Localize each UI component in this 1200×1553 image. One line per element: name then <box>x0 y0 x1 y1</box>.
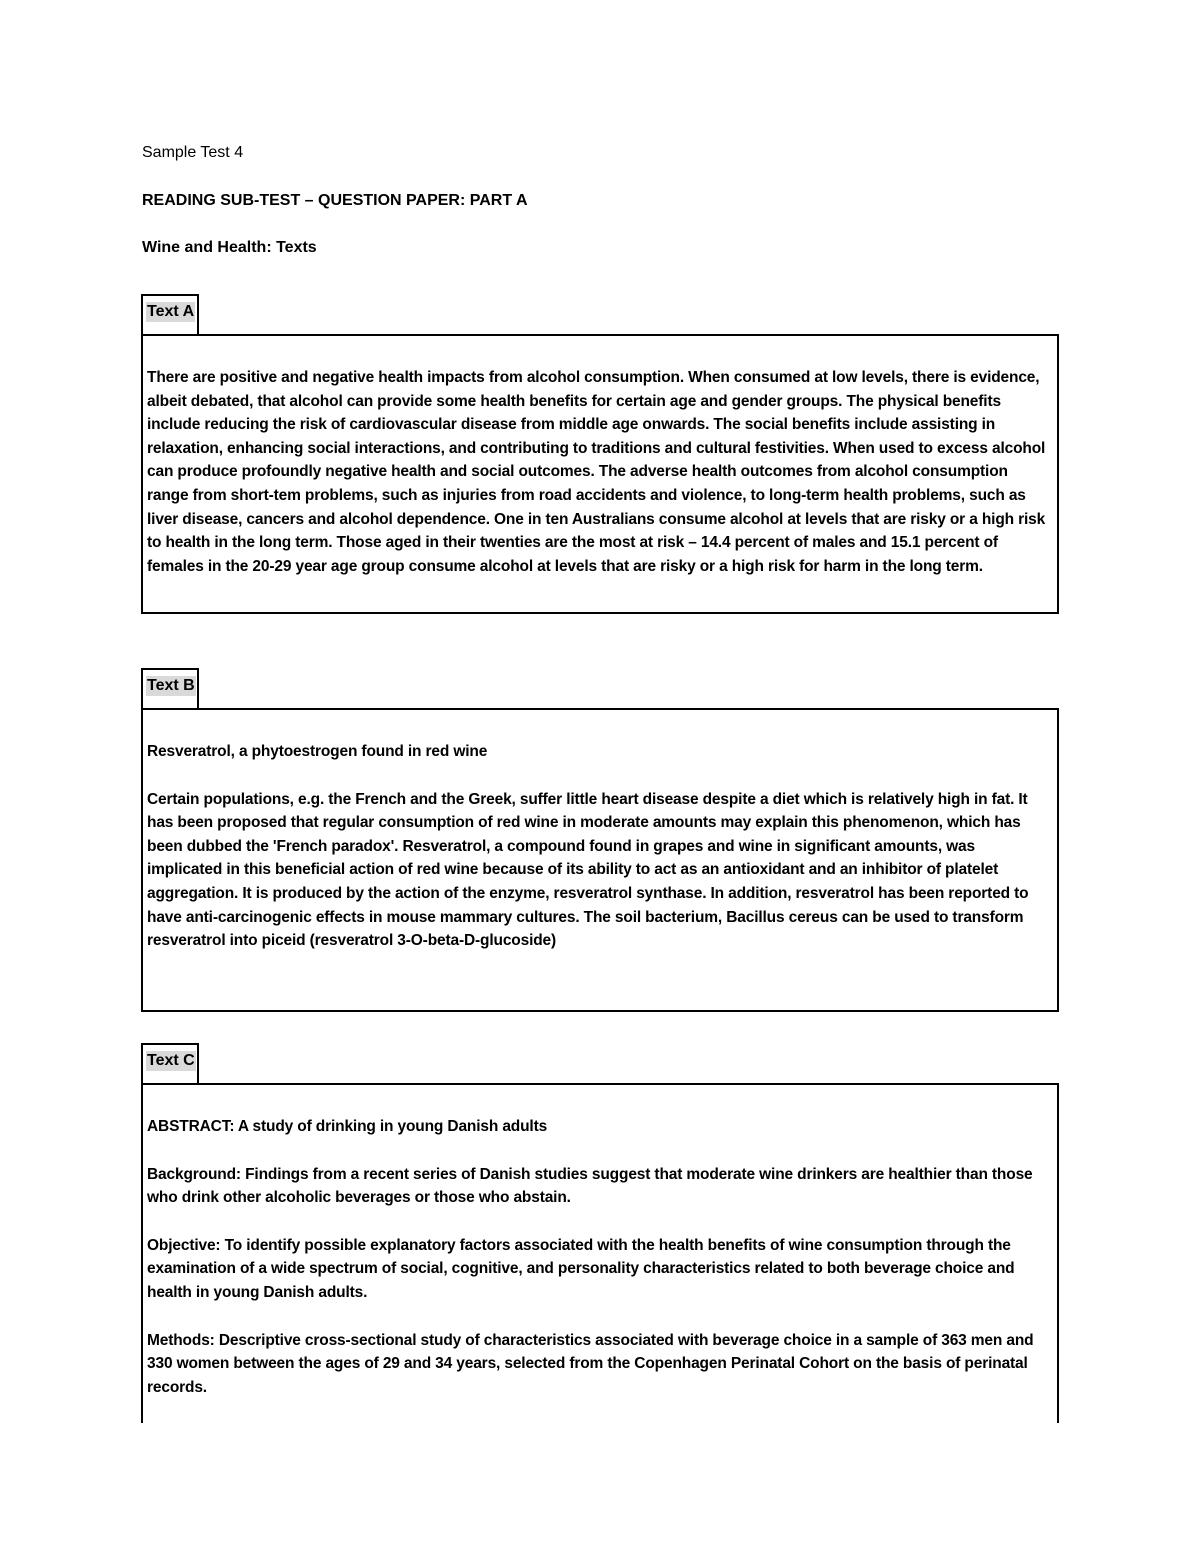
text-b-label: Text B <box>147 677 195 694</box>
text-b-heading: Resveratrol, a phytoestrogen found in red wine <box>147 743 488 760</box>
text-c-box <box>141 1083 1059 1423</box>
text-c-label-tab <box>141 1043 199 1083</box>
text-c-objective: Objective: To identify possible explanatory factors associated with the health benefits of wine consumption through the examination of a wide spectrum of social, cognitive, and personality characteristics related to both beverage choice and health in young Danish adults. <box>147 1236 1015 1301</box>
text-a-body: There are positive and negative health impacts from alcohol consumption. When consumed at low levels, there is evidence, albeit debated, that alcohol can provide some health benefits for certain age and gender groups. The physical benefits include reducing the risk of cardiovascular disease from middle age onwards. The social benefits include assisting in relaxation, enhancing social interactions, and contributing to traditions and cultural festivities. When used to excess alcohol can produce profoundly negative health and social outcomes. The adverse health outcomes from alcohol consumption range from short-tem problems, such as injuries from road accidents and violence, to long-term health problems, such as liver disease, cancers and alcohol dependence. One in ten Australians consume alcohol at levels that are risky or a high risk to health in the long term. Those aged in their twenties are the most at risk – 14.4 percent of males and 15.1 percent of females in the 20-29 year age group consume alcohol at levels that are risky or a high risk for harm in the long term. <box>147 369 1046 575</box>
texts-heading: Wine and Health: Texts <box>142 239 317 256</box>
text-a-label-tab <box>141 294 199 334</box>
text-b-body: Certain populations, e.g. the French and the Greek, suffer little heart disease despite a diet which is relatively high in fat. It has been proposed that regular consumption of red wine in moderate amounts may explain this phenomenon, which has been dubbed the 'French paradox'. Resveratrol, a compound found in grapes and wine in significant amounts, was implicated in this beneficial action of red wine because of its ability to act as an antioxidant and an inhibitor of platelet aggregation. It is produced by the action of the enzyme, resveratrol synthase. In addition, resveratrol has been reported to have anti-carcinogenic effects in mouse mammary cultures. The soil bacterium, Bacillus cereus can be used to transform resveratrol into piceid (resveratrol 3-O-beta-D-glucoside) <box>147 790 1029 950</box>
page-title: Sample Test 4 <box>142 144 244 161</box>
text-c-heading: ABSTRACT: A study of drinking in young Danish adults <box>147 1118 548 1135</box>
text-c-methods: Methods: Descriptive cross-sectional study of characteristics associated with beverage choice in a sample of 363 men and 330 women between the ages of 29 and 34 years, selected from the Copenhagen Perinatal Cohort on the basis of perinatal records. <box>147 1331 1034 1396</box>
text-c-label: Text C <box>147 1052 195 1069</box>
subtest-heading: READING SUB-TEST – QUESTION PAPER: PART A <box>142 192 528 209</box>
text-b-label-tab <box>141 668 199 708</box>
text-c-background: Background: Findings from a recent series of Danish studies suggest that moderate wine drinkers are healthier than those who drink other alcoholic beverages or those who abstain. <box>147 1165 1033 1207</box>
text-a-box <box>141 334 1059 614</box>
text-b-box <box>141 708 1059 1012</box>
text-a-label: Text A <box>147 303 195 320</box>
